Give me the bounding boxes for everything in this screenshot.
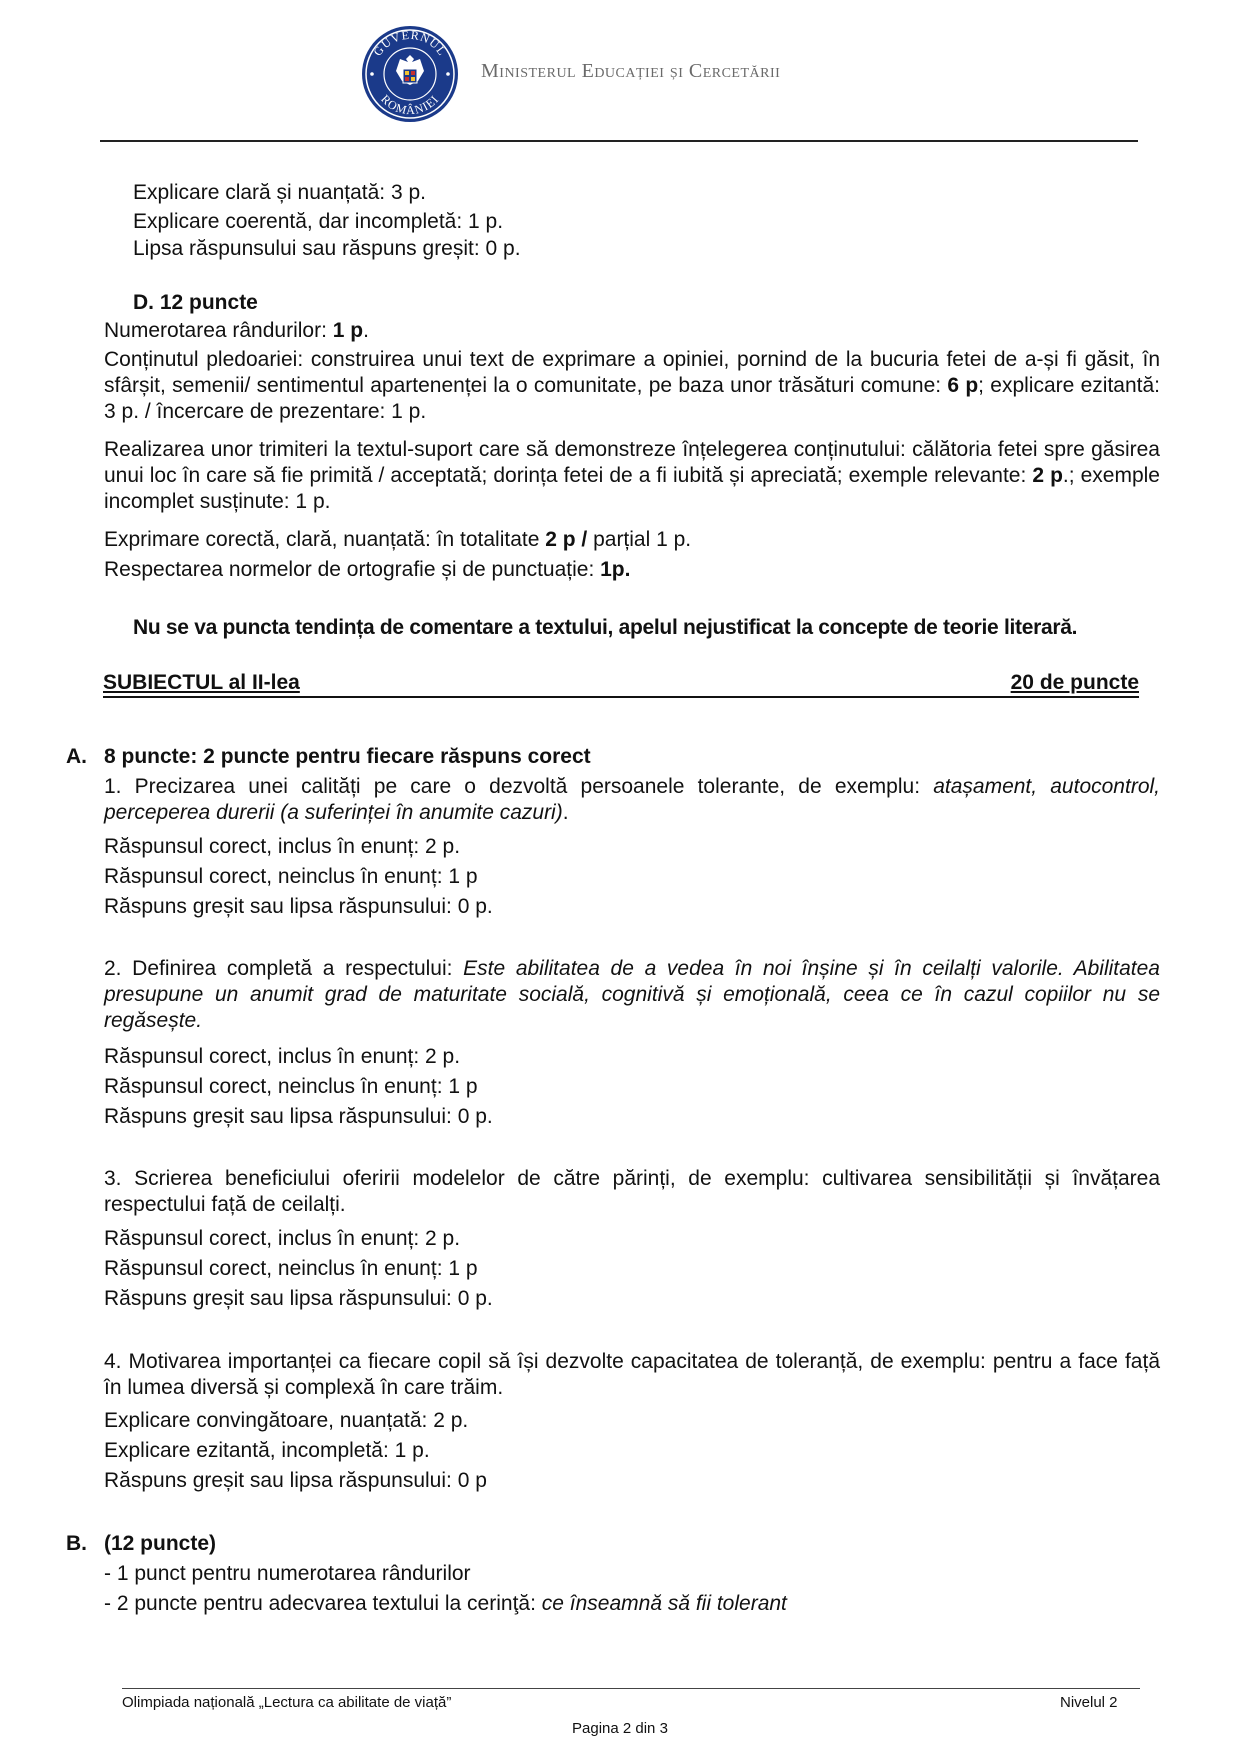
footer-olympiad-name: Olimpiada națională „Lectura ca abilitate de viață” [122, 1694, 452, 1711]
scoring-line: Explicare coerentă, dar incompletă: 1 p. [133, 210, 504, 233]
section-b-title: (12 puncte) [104, 1532, 217, 1555]
spelling-criterion: Respectarea normelor de ortografie și de punctuație: 1p. [104, 558, 631, 581]
footer-level: Nivelul 2 [1060, 1694, 1118, 1711]
scoring-line: Răspunsul corect, neinclus în enunț: 1 p [104, 1075, 478, 1098]
scoring-line: Explicare clară și nuanțată: 3 p. [133, 181, 426, 204]
footer-page-number: Pagina 2 din 3 [572, 1720, 668, 1737]
seal-top-text: GUVERNUL [370, 27, 450, 59]
ministry-name: Ministerul Educației și Cercetării [481, 60, 781, 82]
footer-divider [122, 1688, 1140, 1689]
scoring-line: Lipsa răspunsului sau răspuns greșit: 0 p. [133, 237, 521, 260]
references-criterion: Realizarea unor trimiteri la textul-suport care să demonstreze înțelegerea conținutului: călătoria fetei spre găsirea unui loc în care să fie primită / acceptată; dorința fetei de a fi iubită și apreciată; exemple relevante: 2 p.; exemple incomplet susținute: 1 p. [104, 438, 1160, 513]
subject-title: SUBIECTUL al II-lea [103, 671, 300, 694]
scoring-line: Răspuns greșit sau lipsa răspunsului: 0 p. [104, 1105, 493, 1128]
content-criterion: Conținutul pledoariei: construirea unui text de exprimare a opiniei, pornind de la bucuria fetei de a-și fi găsit, în sfârșit, semenii/ sentimentul apartenenței la o comunitate, pe baza unor trăsături comune: 6 p; explicare ezitantă: 3 p. / încercare de prezentare: 1 p. [104, 348, 1160, 423]
scoring-line: Răspunsul corect, inclus în enunț: 2 p. [104, 835, 461, 858]
scoring-line: Răspunsul corect, neinclus în enunț: 1 p [104, 1257, 478, 1280]
section-b-item: - 2 puncte pentru adecvarea textului la cerinţă: ce înseamnă să fii tolerant [104, 1592, 787, 1615]
scoring-line: Răspuns greșit sau lipsa răspunsului: 0 p [104, 1469, 487, 1492]
question-item-1: 1. Precizarea unei calități pe care o dezvoltă persoanele tolerante, de exemplu: atașament, autocontrol, perceperea durerii (a suferinței în anumite cazuri). [104, 775, 1160, 824]
question-item-2: 2. Definirea completă a respectului: Este abilitatea de a vedea în noi înșine și în ceilalți valorile. Abilitatea presupune un anumit grad de maturitate socială, cognitivă și emoțională, ceea ce în cazul copiilor nu se regăsește. [104, 957, 1160, 1032]
scoring-line: Răspuns greșit sau lipsa răspunsului: 0 p. [104, 895, 493, 918]
government-seal-logo [361, 25, 459, 123]
romanian-government-seal-icon [361, 25, 459, 123]
seal-bottom-text: ROMÂNIEI [378, 91, 442, 118]
section-b-item: - 1 punct pentru numerotarea rândurilor [104, 1562, 471, 1585]
header-divider [100, 140, 1138, 142]
question-item-3: 3. Scrierea beneficiului oferirii modelelor de către părinți, de exemplu: cultivarea sensibilității și învățarea respectului față de ceilalți. [104, 1167, 1160, 1216]
section-a-label: A. [66, 745, 87, 768]
numbering-criterion: Numerotarea rândurilor: 1 p. [104, 319, 369, 342]
subject-points: 20 de puncte [1010, 671, 1139, 694]
scoring-line: Răspunsul corect, inclus în enunț: 2 p. [104, 1045, 461, 1068]
scoring-line: Răspuns greșit sau lipsa răspunsului: 0 p. [104, 1287, 493, 1310]
grading-note: Nu se va puncta tendința de comentare a textului, apelul nejustificat la concepte de teorie literară. [133, 616, 1078, 639]
question-item-4: 4. Motivarea importanței ca fiecare copil să își dezvolte capacitatea de toleranță, de exemplu: pentru a face față în lumea diversă și complexă în care trăim. [104, 1350, 1160, 1399]
section-b-label: B. [66, 1532, 87, 1555]
scoring-line: Explicare ezitantă, incompletă: 1 p. [104, 1439, 430, 1462]
scoring-line: Explicare convingătoare, nuanțată: 2 p. [104, 1409, 469, 1432]
scoring-line: Răspunsul corect, neinclus în enunț: 1 p [104, 865, 478, 888]
section-d-title: D. 12 puncte [133, 291, 258, 314]
expression-criterion: Exprimare corectă, clară, nuanțată: în totalitate 2 p / parțial 1 p. [104, 528, 692, 551]
subject-header [103, 670, 1139, 698]
scoring-line: Răspunsul corect, inclus în enunț: 2 p. [104, 1227, 461, 1250]
section-a-title: 8 puncte: 2 puncte pentru fiecare răspuns corect [104, 745, 591, 768]
